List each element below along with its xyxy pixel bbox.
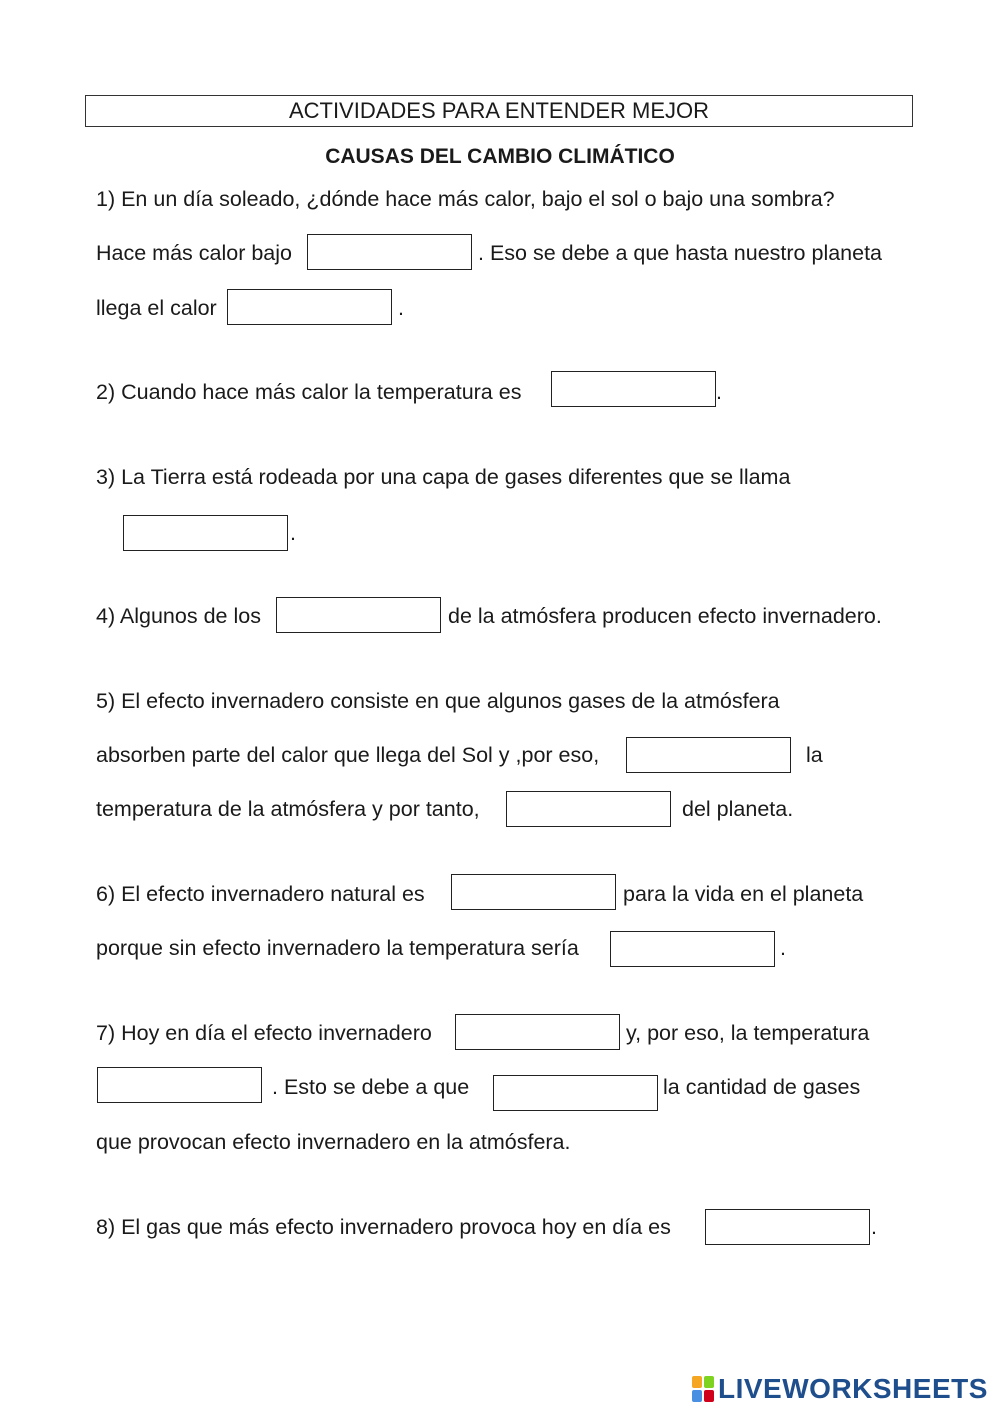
q7-text-line2b: la cantidad de gases [663, 1075, 861, 1099]
answer-blank-q3-1[interactable] [123, 515, 288, 551]
q5-text-line2a: absorben parte del calor que llega del Sol y ,por eso, [96, 743, 600, 767]
answer-blank-q8-1[interactable] [705, 1209, 870, 1245]
q6-text-line2b: . [780, 936, 786, 960]
q4-text-line1b: de la atmósfera producen efecto invernadero. [448, 604, 882, 628]
answer-blank-q4-1[interactable] [276, 597, 441, 633]
q8-text-line1a: 8) El gas que más efecto invernadero provoca hoy en día es [96, 1215, 671, 1239]
q5-text-line3a: temperatura de la atmósfera y por tanto, [96, 797, 480, 821]
logo-text: LIVEWORKSHEETS [718, 1373, 988, 1404]
q7-text-line1b: y, por eso, la temperatura [626, 1021, 870, 1045]
q7-text-line3: que provocan efecto invernadero en la atmósfera. [96, 1130, 571, 1154]
q2-text-line1b: . [716, 380, 722, 404]
answer-blank-q7-1[interactable] [455, 1014, 620, 1050]
answer-blank-q7-2[interactable] [97, 1067, 262, 1103]
answer-blank-q6-1[interactable] [451, 874, 616, 910]
q6-text-line1b: para la vida en el planeta [623, 882, 864, 906]
answer-blank-q5-1[interactable] [626, 737, 791, 773]
logo-square-4 [704, 1390, 714, 1402]
q1-text-line3b: . [398, 296, 404, 320]
liveworksheets-logo-icon [692, 1376, 714, 1402]
worksheet-subtitle: CAUSAS DEL CAMBIO CLIMÁTICO [325, 145, 675, 168]
q5-text-line1: 5) El efecto invernadero consiste en que algunos gases de la atmósfera [96, 689, 780, 713]
q6-text-line1a: 6) El efecto invernadero natural es [96, 882, 425, 906]
q3-text-line2b: . [290, 521, 296, 545]
logo-square-2 [704, 1376, 714, 1388]
q5-text-line2b: la [806, 743, 823, 767]
liveworksheets-logo [692, 1374, 988, 1404]
q8-text-line1b: . [871, 1215, 877, 1239]
q7-text-line2a: . Esto se debe a que [272, 1075, 470, 1099]
q4-text-line1a: 4) Algunos de los [96, 604, 261, 628]
q7-text-line1a: 7) Hoy en día el efecto invernadero [96, 1021, 432, 1045]
answer-blank-q1-2[interactable] [227, 289, 392, 325]
q1-text-line3a: llega el calor [96, 296, 217, 320]
logo-square-3 [692, 1390, 702, 1402]
worksheet-title: ACTIVIDADES PARA ENTENDER MEJOR [85, 95, 913, 127]
logo-square-1 [692, 1376, 702, 1388]
answer-blank-q5-2[interactable] [506, 791, 671, 827]
q1-text-line2b: . Eso se debe a que hasta nuestro planeta [478, 241, 883, 265]
answer-blank-q6-2[interactable] [610, 931, 775, 967]
answer-blank-q1-1[interactable] [307, 234, 472, 270]
q1-text-line1: 1) En un día soleado, ¿dónde hace más calor, bajo el sol o bajo una sombra? [96, 187, 835, 211]
q2-text-line1a: 2) Cuando hace más calor la temperatura es [96, 380, 522, 404]
answer-blank-q7-3[interactable] [493, 1075, 658, 1111]
answer-blank-q2-1[interactable] [551, 371, 716, 407]
q1-text-line2a: Hace más calor bajo [96, 241, 292, 265]
q3-text-line1: 3) La Tierra está rodeada por una capa de gases diferentes que se llama [96, 465, 791, 489]
q6-text-line2a: porque sin efecto invernadero la temperatura sería [96, 936, 579, 960]
q5-text-line3b: del planeta. [682, 797, 794, 821]
